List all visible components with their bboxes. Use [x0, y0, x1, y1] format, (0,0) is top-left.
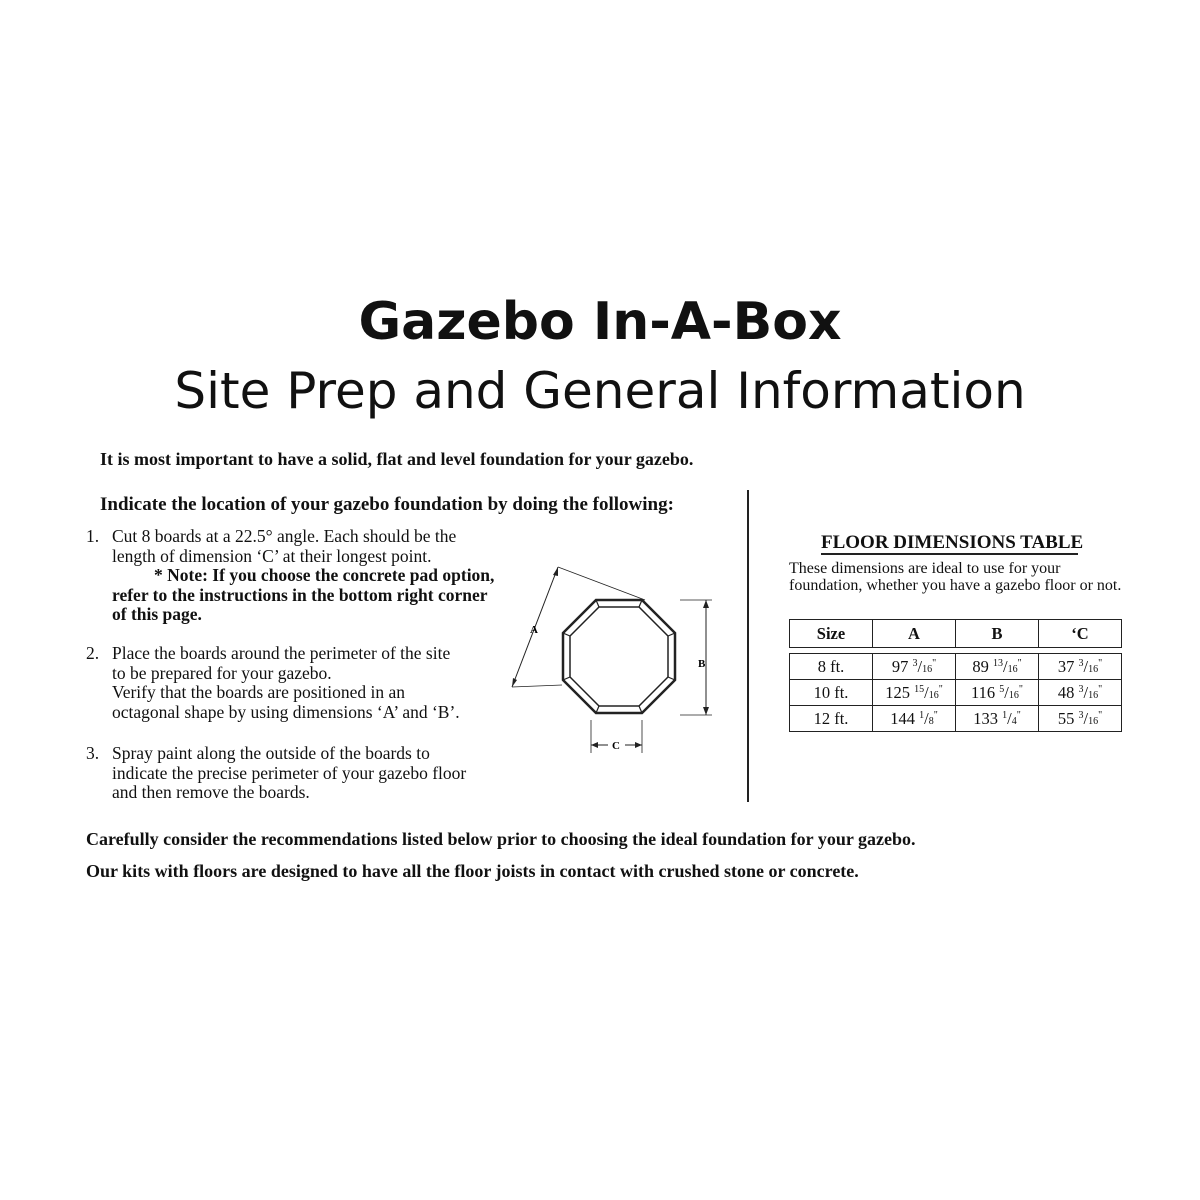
- inch-mark: ": [932, 657, 937, 669]
- cell-b: 89 $^{13}$/16": [956, 654, 1039, 680]
- step-line: octagonal shape by using dimensions ‘A’ and ‘B’.: [112, 701, 460, 722]
- cell-size: 10 ft.: [790, 680, 873, 706]
- fraction-numerator: 1: [1002, 709, 1008, 721]
- step-text: [112, 744, 466, 803]
- inch-mark: ": [1017, 657, 1022, 669]
- cell-size: 12 ft.: [790, 706, 873, 732]
- note-line: of this page.: [112, 604, 202, 624]
- floor-table-description: These dimensions are ideal to use for your foundation, whether you have a gazebo floor or not.: [789, 560, 1122, 594]
- header-c: ‘C: [1039, 620, 1122, 648]
- octagon-outer: [563, 600, 675, 713]
- table-row: [790, 654, 1122, 680]
- cell-c: 37 $^3$/16": [1039, 654, 1122, 680]
- floor-table-title-underline: [821, 553, 1078, 555]
- note-line: refer to the instructions in the bottom right corner: [112, 584, 488, 605]
- step-line: Cut 8 boards at a 22.5° angle. Each should be the: [112, 526, 457, 546]
- octagon-inner: [570, 607, 668, 706]
- fraction-denominator: 16: [1088, 689, 1099, 701]
- cell-c: 48 $^3$/16": [1039, 680, 1122, 706]
- inch-mark: ": [938, 683, 943, 695]
- inch-mark: ": [1098, 683, 1103, 695]
- fraction-numerator: 3: [1078, 683, 1084, 695]
- note-line: * Note: If you choose the concrete pad option,: [154, 565, 495, 585]
- step-number: 2.: [86, 643, 100, 663]
- table-row: [790, 706, 1122, 732]
- floor-table-header: [789, 619, 1122, 648]
- value-whole: 125: [885, 682, 910, 702]
- cell-b: 133 $^1$/4": [956, 706, 1039, 732]
- cell-a: 144 $^1$/8": [873, 706, 956, 732]
- inch-mark: ": [1098, 657, 1103, 669]
- header-size: Size: [790, 620, 873, 648]
- fraction-numerator: 3: [912, 657, 918, 669]
- value-whole: 133: [973, 708, 998, 728]
- step-number: 3.: [86, 743, 100, 763]
- table-row: [790, 680, 1122, 706]
- step-line: length of dimension ‘C’ at their longest point.: [112, 545, 432, 566]
- inch-mark: ": [1098, 709, 1103, 721]
- fraction-numerator: 15: [914, 683, 925, 695]
- fraction-denominator: 16: [928, 689, 939, 701]
- fraction-denominator: 4: [1011, 715, 1017, 727]
- cell-b: 116 $^5$/16": [956, 680, 1039, 706]
- fraction-numerator: 13: [992, 657, 1003, 669]
- instructions-heading: Indicate the location of your gazebo foundation by doing the following:: [100, 494, 674, 515]
- cell-a: 97 $^3$/16": [873, 654, 956, 680]
- floor-table-body: [789, 653, 1122, 732]
- dimension-a-label: A: [530, 624, 538, 636]
- fraction-numerator: 3: [1078, 709, 1084, 721]
- fraction-numerator: 3: [1078, 657, 1084, 669]
- fraction-denominator: 16: [1008, 689, 1019, 701]
- intro-text: It is most important to have a solid, flat and level foundation for your gazebo.: [100, 449, 694, 469]
- value-whole: 37: [1057, 656, 1075, 676]
- value-whole: 144: [890, 708, 915, 728]
- step-text: [112, 527, 494, 625]
- step-number: 1.: [86, 526, 100, 546]
- fraction-numerator: 1: [919, 709, 925, 721]
- value-whole: 89: [972, 656, 989, 676]
- step-line: Verify that the boards are positioned in an: [112, 682, 406, 702]
- inch-mark: ": [1016, 709, 1021, 721]
- step-text: [112, 644, 460, 722]
- dimension-b-label: B: [698, 658, 706, 670]
- cell-c: 55 $^3$/16": [1039, 706, 1122, 732]
- header-b: B: [956, 620, 1039, 648]
- dimension-c-label: C: [612, 740, 620, 752]
- fraction-denominator: 16: [922, 663, 933, 675]
- fraction-denominator: 8: [928, 715, 934, 727]
- step-line: to be prepared for your gazebo.: [112, 662, 332, 683]
- octagon-diagram: [500, 555, 735, 770]
- page-subtitle: Site Prep and General Information: [174, 362, 1026, 420]
- step-line: Spray paint along the outside of the boards to: [112, 743, 430, 763]
- fraction-numerator: 5: [999, 683, 1005, 695]
- fraction-denominator: 16: [1088, 663, 1099, 675]
- inch-mark: ": [1018, 683, 1023, 695]
- cell-a: 125 $^{15}$/16": [873, 680, 956, 706]
- value-whole: 48: [1057, 682, 1075, 702]
- step-line: indicate the precise perimeter of your gazebo floor: [112, 762, 467, 783]
- step-line: and then remove the boards.: [112, 782, 310, 802]
- floor-table-title: FLOOR DIMENSIONS TABLE: [821, 532, 1084, 553]
- section-divider: [747, 490, 749, 802]
- fraction-denominator: 16: [1007, 663, 1018, 675]
- cell-size: 8 ft.: [790, 654, 873, 680]
- value-whole: 116: [971, 682, 996, 702]
- page-title: Gazebo In-A-Box: [358, 292, 842, 352]
- value-whole: 55: [1057, 708, 1075, 728]
- foundation-recommendation: Carefully consider the recommendations listed below prior to choosing the ideal foundation for your gazebo.: [86, 829, 916, 849]
- floor-kits-note: Our kits with floors are designed to have all the floor joists in contact with crushed stone or concrete.: [86, 861, 859, 881]
- value-whole: 97: [891, 656, 909, 676]
- fraction-denominator: 16: [1088, 715, 1099, 727]
- header-a: A: [873, 620, 956, 648]
- step-line: Place the boards around the perimeter of the site: [112, 643, 451, 663]
- inch-mark: ": [933, 709, 938, 721]
